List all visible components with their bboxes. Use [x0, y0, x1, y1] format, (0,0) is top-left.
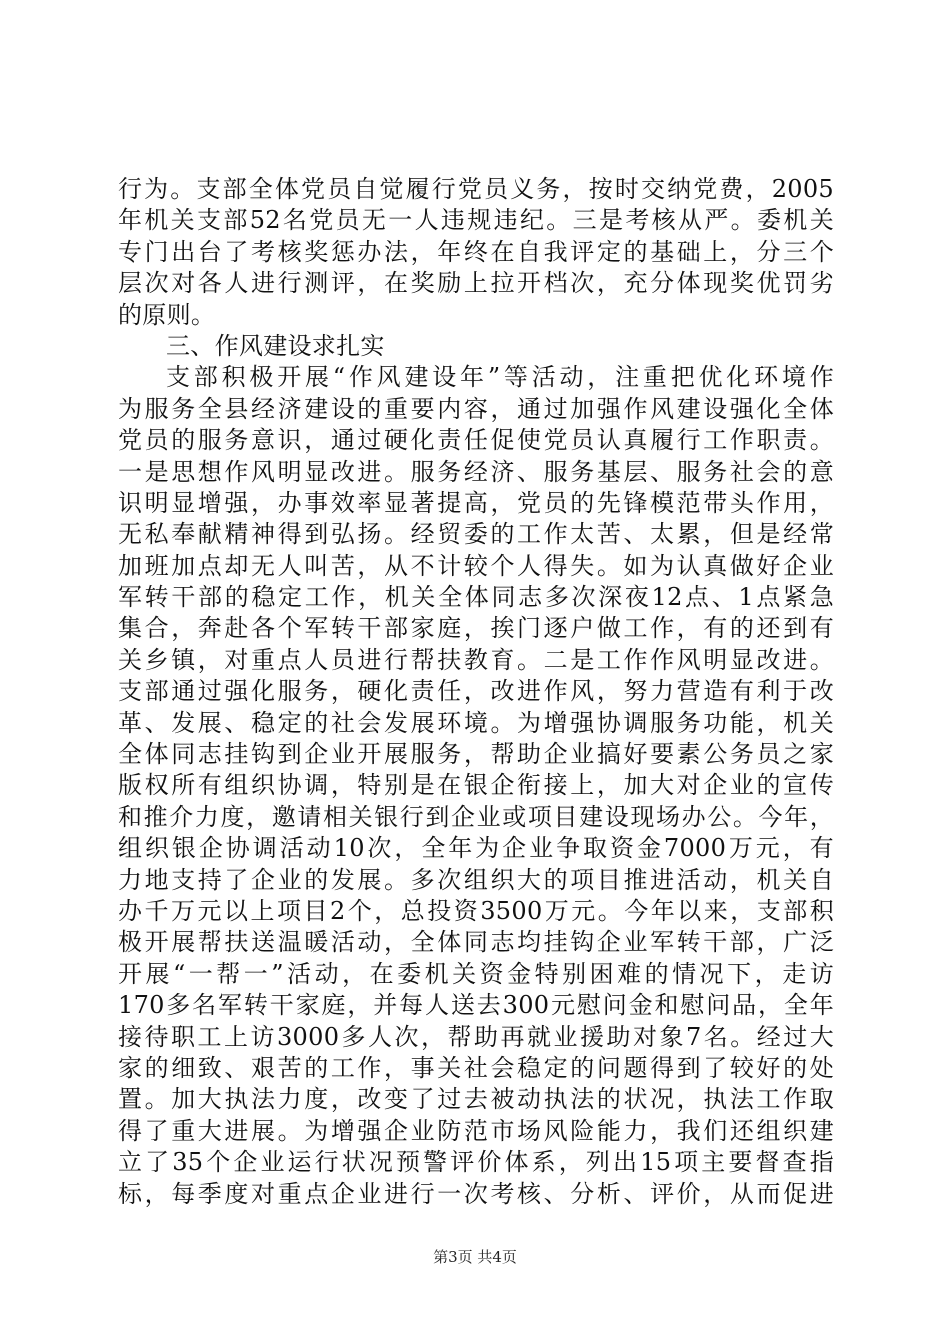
text-line: 党员的服务意识，通过硬化责任促使党员认真履行工作职责。	[118, 426, 834, 455]
text-line: 置。加大执法力度，改变了过去被动执法的状况，执法工作取	[118, 1085, 834, 1114]
text-line: 的原则。	[118, 300, 216, 329]
text-line: 办千万元以上项目2个，总投资3500万元。今年以来，支部积	[118, 896, 834, 925]
text-line: 军转干部的稳定工作，机关全体同志多次深夜12点、1点紧急	[118, 583, 834, 612]
text-line: 为服务全县经济建设的重要内容，通过加强作风建设强化全体	[118, 394, 834, 423]
text-line: 极开展帮扶送温暖活动，全体同志均挂钩企业军转干部，广泛	[118, 928, 834, 957]
text-line: 版权所有组织协调，特别是在银企衔接上，加大对企业的宣传	[118, 771, 834, 800]
text-line: 标，每季度对重点企业进行一次考核、分析、评价，从而促进	[118, 1179, 834, 1208]
text-line: 开展“一帮一”活动，在委机关资金特别困难的情况下，走访	[118, 959, 834, 988]
section-heading	[118, 331, 834, 362]
text-line: 支部积极开展“作风建设年”等活动，注重把优化环境作	[166, 363, 834, 392]
text-line: 170多名军转干家庭，并每人送去300元慰问金和慰问品，全年	[118, 991, 834, 1020]
text-line: 力地支持了企业的发展。多次组织大的项目推进活动，机关自	[118, 865, 834, 894]
text-line: 识明显增强，办事效率显著提高，党员的先锋模范带头作用，	[118, 488, 834, 517]
text-line: 一是思想作风明显改进。服务经济、服务基层、服务社会的意	[118, 457, 834, 486]
text-line: 接待职工上访3000多人次，帮助再就业援助对象7名。经过大	[118, 1022, 834, 1051]
text-line: 无私奉献精神得到弘扬。经贸委的工作太苦、太累，但是经常	[118, 520, 834, 549]
text-line: 关乡镇，对重点人员进行帮扶教育。二是工作作风明显改进。	[118, 645, 834, 674]
page-number-footer: 第3页 共4页	[433, 1248, 517, 1266]
text-line: 支部通过强化服务，硬化责任，改进作风，努力营造有利于改	[118, 677, 834, 706]
text-line: 年机关支部52名党员无一人违规违纪。三是考核从严。委机关	[118, 206, 834, 235]
document-body	[118, 174, 834, 1210]
text-line: 和推介力度，邀请相关银行到企业或项目建设现场办公。今年，	[118, 802, 834, 831]
text-line: 集合，奔赴各个军转干部家庭，挨门逐户做工作，有的还到有	[118, 614, 834, 643]
text-line: 革、发展、稳定的社会发展环境。为增强协调服务功能，机关	[118, 708, 834, 737]
text-line: 全体同志挂钩到企业开展服务，帮助企业搞好要素公务员之家	[118, 740, 834, 769]
text-line: 加班加点却无人叫苦，从不计较个人得失。如为认真做好企业	[118, 551, 834, 580]
text-line: 组织银企协调活动10次，全年为企业争取资金7000万元，有	[118, 834, 834, 863]
text-line: 行为。支部全体党员自觉履行党员义务，按时交纳党费，2005	[118, 175, 834, 203]
text-line: 专门出台了考核奖惩办法，年终在自我评定的基础上，分三个	[118, 237, 834, 266]
text-line: 立了35个企业运行状况预警评价体系，列出15项主要督查指	[118, 1148, 834, 1177]
heading-text: 三、作风建设求扎实	[166, 331, 385, 360]
text-line: 得了重大进展。为增强企业防范市场风险能力，我们还组织建	[118, 1116, 834, 1145]
text-line: 层次对各人进行测评，在奖励上拉开档次，充分体现奖优罚劣	[118, 269, 834, 298]
paragraph	[118, 174, 834, 331]
text-line: 家的细致、艰苦的工作，事关社会稳定的问题得到了较好的处	[118, 1053, 834, 1082]
paragraph	[118, 362, 834, 1210]
